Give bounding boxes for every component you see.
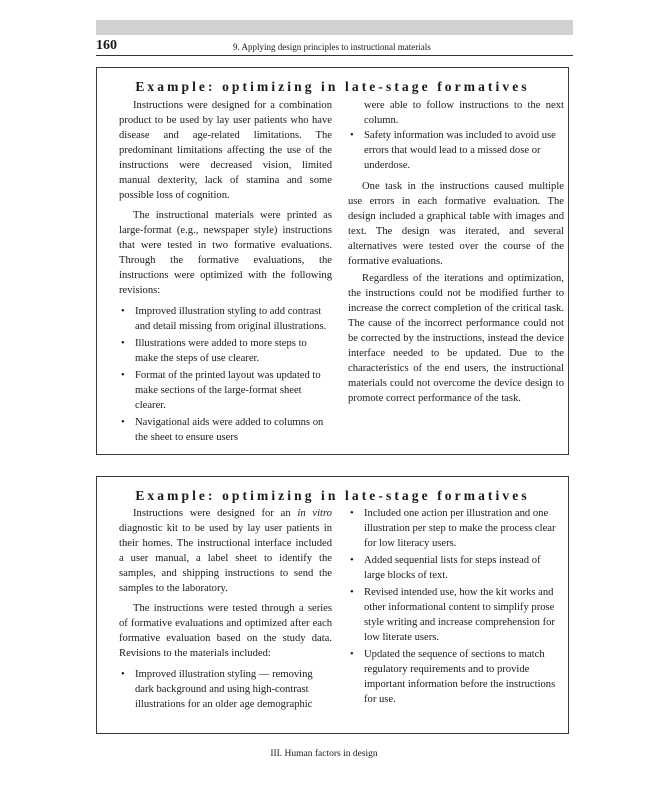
list-item-continuation: were able to follow instructions to the next column.	[364, 100, 564, 126]
paragraph: One task in the instructions caused multiple use errors in each formative evaluation. The design included a graphical table with images and text. The design was iterated, and several alternatives were tested over the course of the formative evaluations.	[348, 181, 564, 267]
list-item: • Illustrations were added to more steps to make the steps of use clearer.	[119, 336, 332, 366]
list-item: • Added sequential lists for steps instead of large blocks of text.	[348, 553, 564, 583]
page-number: 160	[96, 38, 117, 53]
list-item: • Improved illustration styling to add contrast and detail missing from original illustrations.	[119, 304, 332, 334]
paragraph: Instructions were designed for an in vitro diagnostic kit to be used by lay user patients in their homes. The instructional interface included a user manual, a label sheet to identify the samples, and shipping instructions to send the samples to the laboratory.	[119, 508, 332, 594]
list-item: • Format of the printed layout was updated to make sections of the large-format sheet clearer.	[119, 368, 332, 413]
example-title: Example: optimizing in late-stage formatives	[135, 488, 530, 503]
example-2-left-column	[119, 506, 332, 714]
list-item: • Updated the sequence of sections to match regulatory requirements and to provide important information before the instructions for use.	[348, 647, 564, 707]
revision-list	[119, 667, 332, 712]
example-1-right-column	[348, 98, 564, 406]
header-rule	[96, 55, 573, 56]
paragraph: Regardless of the iterations and optimization, the instructions could not be modified further to increase the correct completion of the critical task. The cause of the incorrect performance could not be corrected by the instructions, instead the device interface needed to be updated. Due to the characteristics of the end users, the instructional materials could not overcome the device design to promote correct performance of the task.	[348, 273, 564, 404]
paragraph: The instructions were tested through a series of formative evaluations and optimized after each formative evaluation based on the study data. Revisions to the materials included:	[119, 603, 332, 659]
example-title: Example: optimizing in late-stage formatives	[135, 79, 530, 94]
page-footer: III. Human factors in design	[270, 749, 378, 759]
list-item: • Revised intended use, how the kit works and other informational content to simplify prose style writing and increase comprehension for low literate users.	[348, 585, 564, 645]
list-item: • Included one action per illustration and one illustration per step to make the process clear for low literacy users.	[348, 506, 564, 551]
running-head: 9. Applying design principles to instructional materials	[233, 42, 431, 52]
example-2-right-column	[348, 506, 564, 709]
revision-list	[348, 128, 564, 173]
italic-term: in vitro	[297, 508, 332, 519]
paragraph: The instructional materials were printed as large-format (e.g., newspaper style) instructions that were tested in two formative evaluations. Through the formative evaluations, the instructions were optimized with the following revisions:	[119, 210, 332, 296]
list-item: • Safety information was included to avoid use errors that would lead to a missed dose or underdose.	[348, 128, 564, 173]
paragraph: Instructions were designed for a combination product to be used by lay user patients who have disease and age-related limitations. The predominant limitations affecting the use of the instructions were decreased vision, limited manual dexterity, lack of stamina and some possible loss of cognition.	[119, 100, 332, 201]
example-1-left-column	[119, 98, 332, 447]
list-item: • Navigational aids were added to columns on the sheet to ensure users	[119, 415, 332, 445]
list-item: • Improved illustration styling — removing dark background and using high-contrast illustrations for an older age demographic	[119, 667, 332, 712]
header-bar	[96, 20, 573, 35]
revision-list	[348, 506, 564, 707]
revision-list	[119, 304, 332, 445]
